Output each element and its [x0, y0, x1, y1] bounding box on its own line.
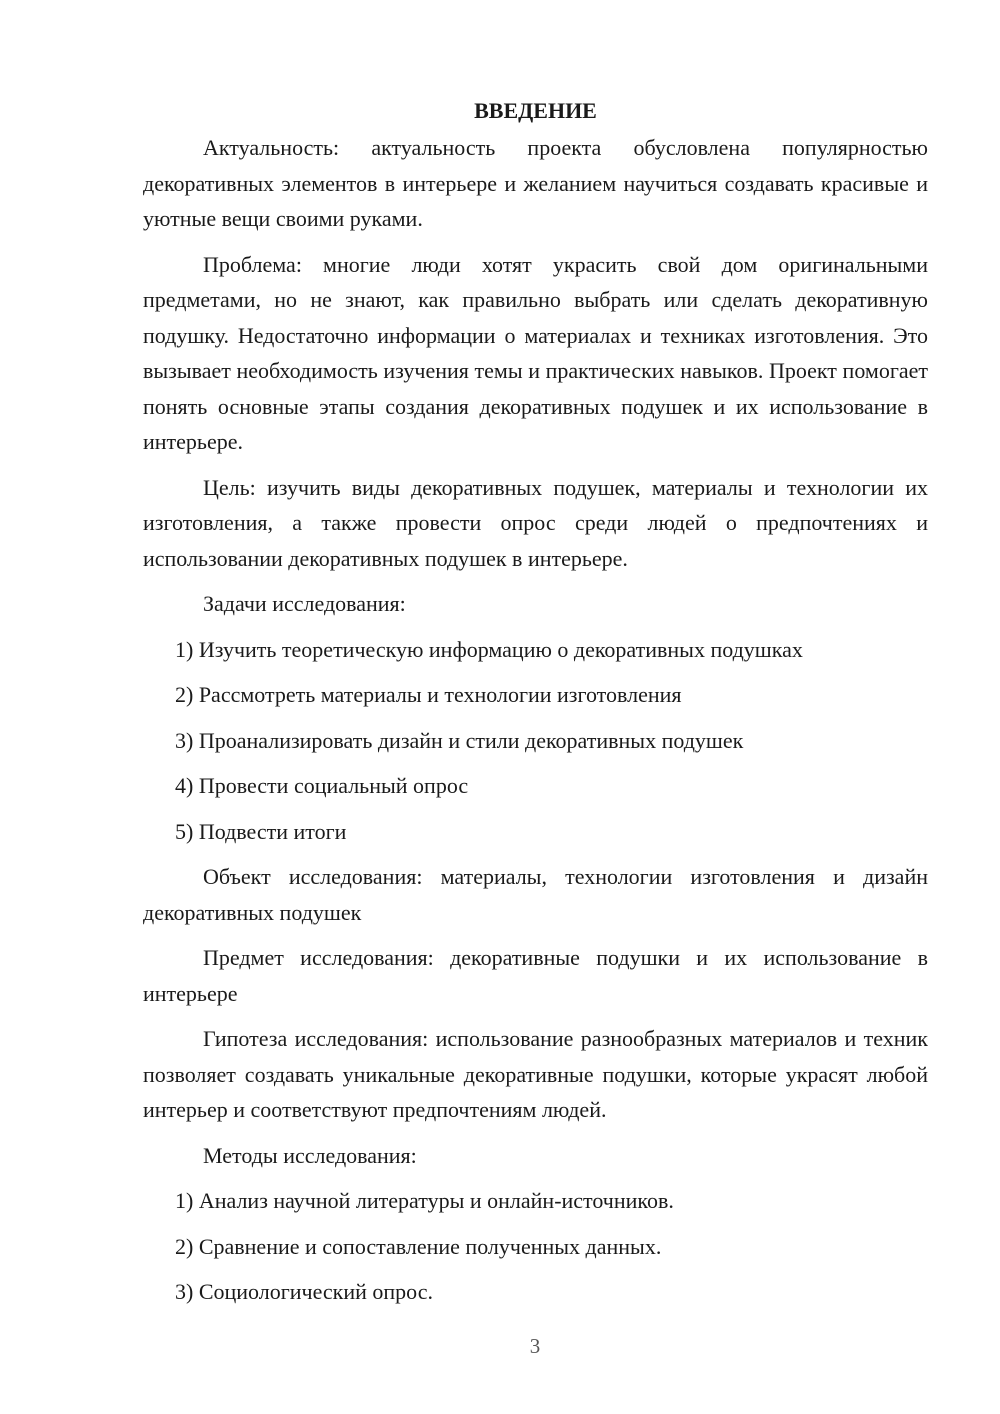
method-item: 3) Социологический опрос. — [175, 1279, 433, 1304]
tasks-label: Задачи исследования: — [203, 591, 406, 616]
method-item: 2) Сравнение и сопоставление полученных данных. — [175, 1233, 662, 1259]
object-paragraph: Объект исследования: материалы, технологии изготовления и дизайн декоративных подушек — [143, 864, 928, 925]
page-content — [143, 96, 928, 1310]
hypothesis-paragraph: Гипотеза исследования: использование разнообразных материалов и техник позволяет создавать уникальные декоративные подушки, которые украсят любой интерьер и соответствуют предпочтениям людей. — [143, 1026, 928, 1122]
task-item: 3) Проанализировать дизайн и стили декоративных подушек — [175, 727, 744, 753]
subject-paragraph: Предмет исследования: декоративные подушки и их использование в интерьере — [143, 945, 928, 1006]
task-item: 1) Изучить теоретическую информацию о декоративных подушках — [175, 636, 803, 662]
task-item: 5) Подвести итоги — [175, 818, 347, 844]
section-title — [143, 96, 928, 126]
goal-paragraph: Цель: изучить виды декоративных подушек, материалы и технологии их изготовления, а также провести опрос среди людей о предпочтениях и использовании декоративных подушек в интерьере. — [143, 474, 928, 571]
section-title-text: ВВЕДЕНИЕ — [474, 98, 597, 123]
relevance-paragraph: Актуальность: актуальность проекта обусловлена популярностью декоративных элементов в интерьере и желанием научиться создавать красивые и уютные вещи своими руками. — [143, 135, 928, 231]
problem-paragraph: Проблема: многие люди хотят украсить свой дом оригинальными предметами, но не знают, как правильно выбрать или сделать декоративную подушку. Недостаточно информации о материалах и техниках изготовления. Это вызывает необходимость изучения темы и практических навыков. Проект помогает понять основные этапы создания декоративных подушек и их использование в интерьере. — [143, 251, 928, 454]
page-number: 3 — [529, 1334, 541, 1358]
task-item: 4) Провести социальный опрос — [175, 773, 469, 798]
method-item: 1) Анализ научной литературы и онлайн-источников. — [175, 1188, 674, 1213]
methods-label: Методы исследования: — [203, 1142, 417, 1168]
task-item: 2) Рассмотреть материалы и технологии изготовления — [175, 682, 682, 707]
